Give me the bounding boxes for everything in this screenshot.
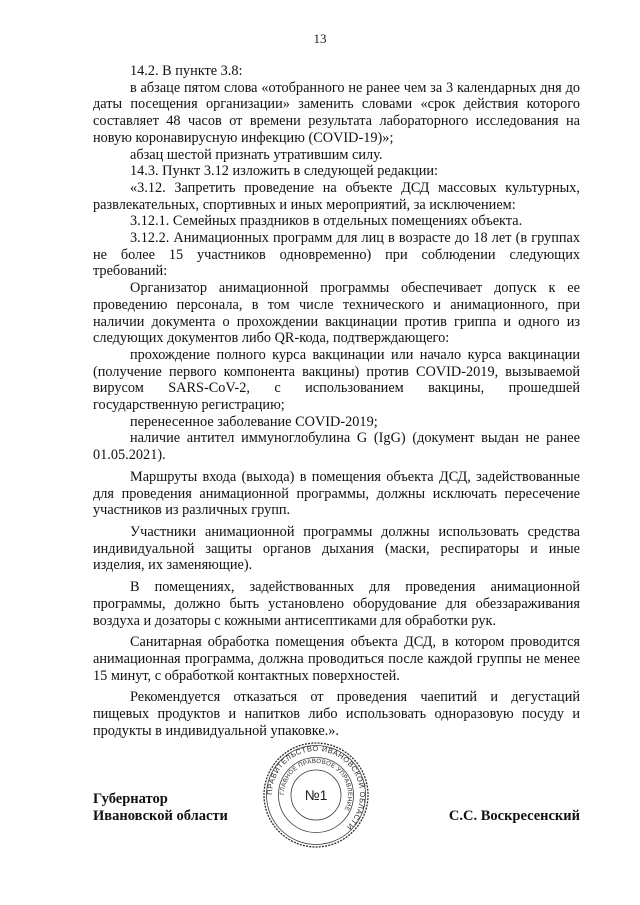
paragraph: наличие антител иммуноглобулина G (IgG) (документ выдан не ранее 01.05.2021). (93, 430, 580, 464)
paragraph-3-12-1: 3.12.1. Семейных праздников в отдельных помещениях объекта. (130, 213, 523, 230)
document-body (93, 63, 580, 739)
svg-text:ГЛАВНОЕ ПРАВОВОЕ УПРАВЛЕНИЕ (279, 758, 353, 812)
paragraph-3-12: «3.12. Запретить проведение на объекте ДСД массовых культурных, развлекательных, спортивных и иных мероприятий, за исключением: (93, 179, 580, 213)
paragraph: Участники анимационной программы должны использовать средства индивидуальной защиты органов дыхания (маски, респираторы и иные изделия, их заменяющие). (93, 523, 580, 574)
paragraph: Организатор анимационной программы обеспечивает допуск к ее проведению персонала, в том числе технического и анимационного, при наличии документа о прохождении вакцинации против гриппа и одного из следующих документов либо QR-кода, подтверждающего: (93, 280, 580, 347)
paragraph: прохождение полного курса вакцинации или начало курса вакцинации (получение первого компонента вакцины) против COVID-2019, вызываемой вирусом SARS-CoV-2, с использованием вакцины, прошедшей государственную регистрацию; (93, 346, 580, 414)
signatory-title (93, 791, 228, 825)
paragraph-3-12-2: 3.12.2. Анимационных программ для лиц в возрасте до 18 лет (в группах не более 15 участников одновременно) при соблюдении следующих требований: (93, 230, 580, 280)
paragraph: Санитарная обработка помещения объекта ДСД, в котором проводится анимационная программа, должна проводиться после каждой группы не менее 15 минут, с обработкой контактных поверхностей. (93, 634, 580, 684)
signatory-name: С.С. Воскресенский (448, 808, 580, 824)
paragraph: В помещениях, задействованных для проведения анимационной программы, должно быть установлено оборудование для обеззараживания воздуха и дозаторы с кожными антисептиками для обработки рук. (93, 579, 580, 629)
seal-ring-text: ПРАВИТЕЛЬСТВО ИВАНОВСКОЙ ОБЛАСТИ (264, 743, 368, 832)
seal-inner-text: ГЛАВНОЕ ПРАВОВОЕ УПРАВЛЕНИЕ (278, 757, 354, 812)
official-seal (261, 740, 371, 850)
paragraph: Рекомендуется отказаться от проведения чаепитий и дегустаций пищевых продуктов и напитков либо использовать одноразовую посуду и продукты в индивидуальной упаковке.». (93, 689, 580, 739)
page-number: 13 (313, 31, 327, 46)
signatory-region: Ивановской области (93, 808, 228, 824)
seal-number: №1 (304, 787, 328, 803)
signatory-position: Губернатор (93, 791, 168, 807)
paragraph: в абзаце пятом слова «отобранного не ранее чем за 3 календарных дня до даты посещения организации» заменить словами «срок действия которого составляет 48 часов от времени результата лабораторного исследования на новую коронавирусную инфекцию (COVID-19)»; (93, 79, 580, 146)
paragraph: абзац шестой признать утратившим силу. (130, 146, 383, 163)
paragraph: Маршруты входа (выхода) в помещения объекта ДСД, задействованные для проведения анимационной программы, должны исключать пересечение участников из различных групп. (93, 468, 580, 519)
paragraph-14-2: 14.2. В пункте 3.8: (130, 63, 243, 79)
paragraph-14-3: 14.3. Пункт 3.12 изложить в следующей редакции: (130, 163, 439, 180)
paragraph: перенесенное заболевание COVID-2019; (130, 413, 378, 430)
